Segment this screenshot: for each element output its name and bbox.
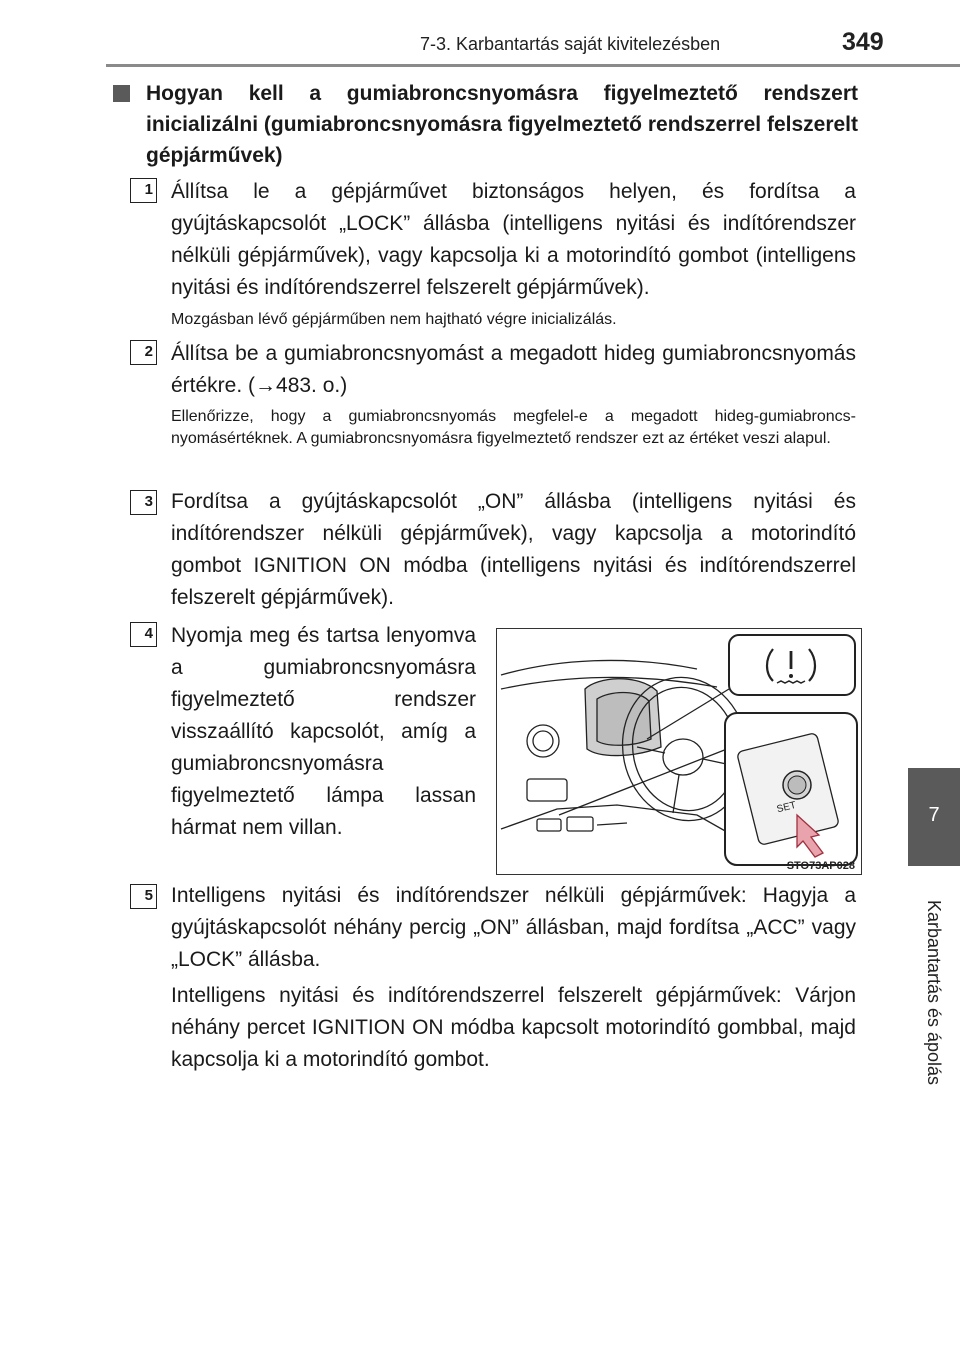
step-badge-4: 4	[130, 622, 157, 647]
step-badge-3: 3	[130, 490, 157, 515]
section-bullet-square	[113, 85, 130, 102]
chapter-section-title: 7-3. Karbantartás saját kivitelezésben	[420, 34, 721, 54]
illustration-caption: STO73AP028	[786, 860, 855, 872]
step-2-note: Ellenőrizze, hogy a gumiabroncsnyomás megfelel-e a megadott hideg-gumiabroncs-nyomásértéknek. A gumiabroncsnyomásra figyelmeztető rendszer ezt az értéket veszi alapul.	[171, 408, 856, 447]
step-2-text: Állítsa be a gumiabroncsnyomást a megadott hideg gumiabroncsnyomás értékre. (→483. o.)	[171, 342, 856, 397]
dashboard-drawing	[497, 629, 863, 876]
step-4-text: Nyomja meg és tartsa lenyomva a gumiabroncsnyomásra figyelmeztető rendszer visszaállító kapcsolót, amíg a gumiabroncsnyomásra figyelmeztető lámpa lassan hármat nem villan.	[171, 624, 476, 839]
set-button-label: SET	[775, 799, 798, 816]
header-divider	[106, 64, 960, 67]
step-badge-5: 5	[130, 884, 157, 909]
page-number: 349	[842, 28, 884, 56]
step-badge-1: 1	[130, 178, 157, 203]
step-1-note: Mozgásban lévő gépjárműben nem hajtható végre inicializálás.	[171, 311, 617, 328]
page-header	[0, 0, 960, 60]
dashboard-illustration	[496, 628, 862, 875]
chapter-tab	[908, 768, 960, 866]
tire-pressure-warning-callout	[729, 635, 855, 695]
section-heading	[106, 78, 858, 171]
step-5-text-2: Intelligens nyitási és indítórendszerrel felszerelt gépjárművek: Várjon néhány percet IGNITION ON módba kapcsolt motorindító gombbal, majd kapcsolja ki a motorindító gombot.	[171, 984, 856, 1071]
step-3-text: Fordítsa a gyújtáskapcsolót „ON” állásba (intelligens nyitási és indítórendszer nélküli gépjárművek), vagy kapcsolja a motorindító gombot IGNITION ON módba (intelligens nyitási és indítórendszerrel felszerelt gépjárművek).	[171, 490, 856, 609]
reset-switch-callout	[725, 713, 857, 865]
chapter-number: 7	[928, 804, 940, 826]
step-1-text: Állítsa le a gépjárművet biztonságos helyen, és fordítsa a gyújtáskapcsolót „LOCK” állásba (intelligens nyitási és indítórendszer nélküli gépjárművek), vagy kapcsolja ki a motorindító gombot (intelligens nyitási és indítórendszerrel felszerelt gépjárművek).	[171, 180, 856, 299]
step-5-text: Intelligens nyitási és indítórendszer nélküli gépjárművek: Hagyja a gyújtáskapcsolót néhány percig „ON” állásban, majd fordítsa „ACC” vagy „LOCK” állásba.	[171, 884, 856, 971]
section-heading-text: Hogyan kell a gumiabroncsnyomásra figyelmeztető rendszert inicializálni (gumiabroncsnyomásra figyelmeztető rendszerrel felszerelt gépjárművek)	[146, 82, 858, 167]
chapter-side-label: Karbantartás és ápolás	[924, 899, 945, 1085]
step-badge-2: 2	[130, 340, 157, 365]
chapter-side-label-box	[888, 882, 960, 1102]
